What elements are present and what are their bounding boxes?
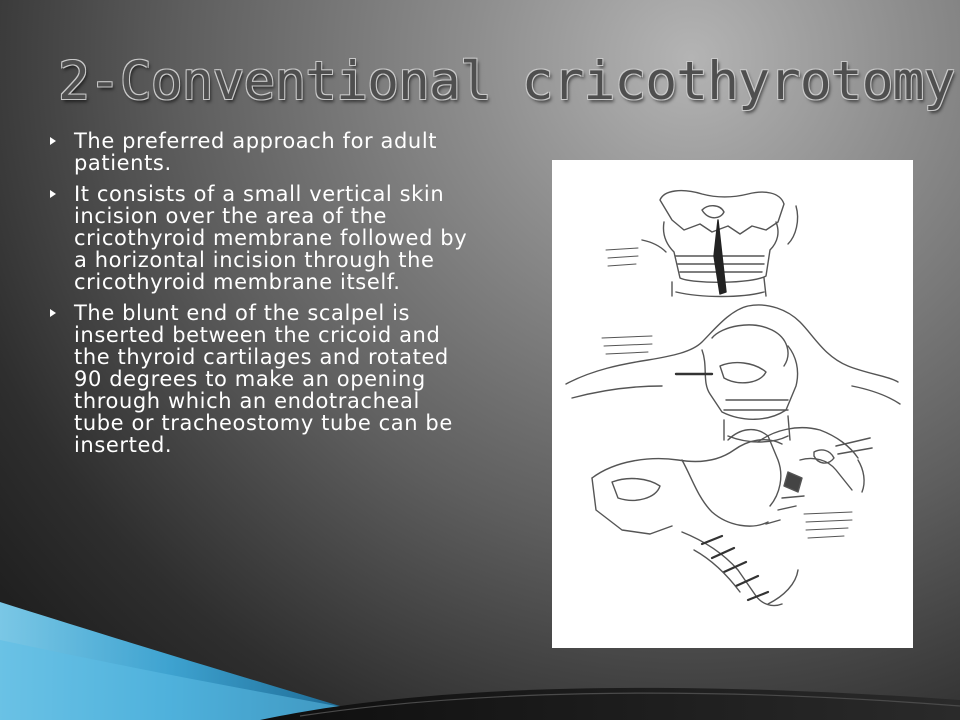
- panel-horizontal-incision: [566, 305, 900, 442]
- bullet-text: The blunt end of the scalpel is inserted between the cricoid and the thyroid cartilages and rotated 90 degrees to make an opening through which an endotracheal tube or tracheostomy tube can be inserted.: [74, 301, 453, 457]
- cricothyrotomy-illustration: [552, 160, 913, 648]
- triangle-bullet-icon: [50, 137, 56, 145]
- triangle-bullet-icon: [50, 309, 56, 317]
- panel-vertical-incision: [606, 191, 798, 297]
- slide-title: 2-Conventional cricothyrotomy: [58, 51, 955, 112]
- bullet-item: [48, 183, 468, 293]
- bullet-list: [48, 130, 468, 465]
- bullet-text: It consists of a small vertical skin incision over the area of the cricothyroid membrane followed by a horizontal incision through the cricothyroid membrane itself.: [74, 182, 468, 294]
- bullet-item: [48, 302, 468, 456]
- panel-tube-insertion: [592, 428, 872, 606]
- bullet-item: [48, 130, 468, 174]
- anatomy-drawing: [552, 160, 913, 648]
- bullet-text: The preferred approach for adult patients.: [74, 129, 438, 175]
- triangle-bullet-icon: [50, 190, 56, 198]
